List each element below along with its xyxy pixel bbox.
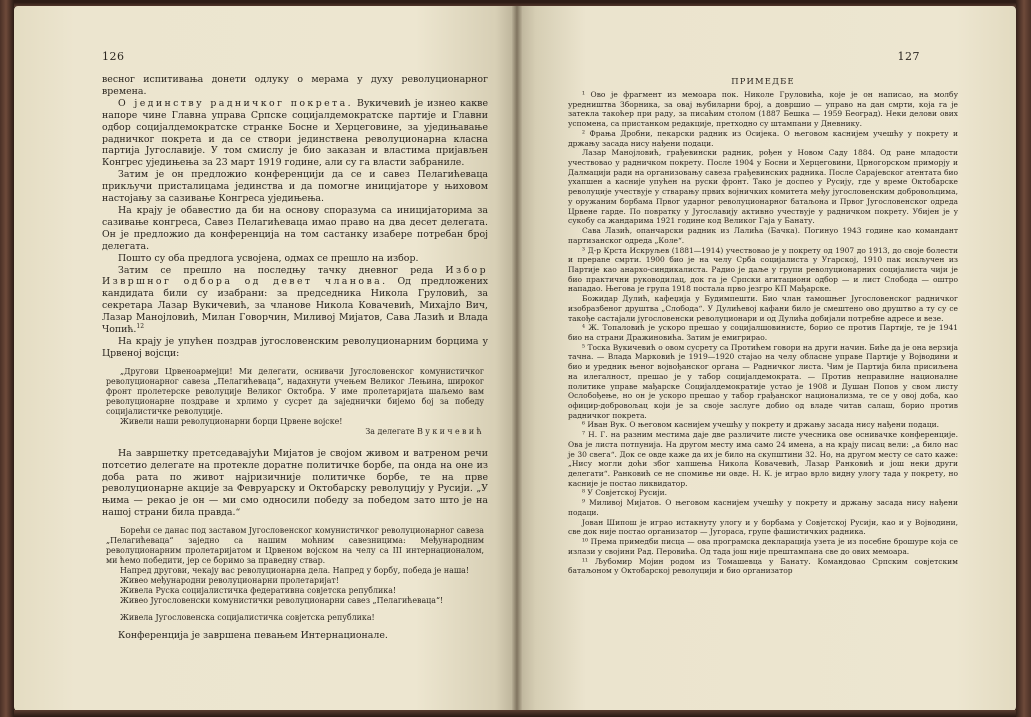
- paragraph: На крају је обавестио да би на основу споразума са иницијаторима за сазивање конгреса, Савез Пелагићеваца имао право на два десет делегата. Он је предложио да конференција на том састанку изабере потребан број делегата.: [102, 204, 488, 252]
- paragraph: О јединству радничког покрета. Вукичевић је изнео какве напоре чине Главна управа Српске социјалдемократске партије и Главни одбор социјалдемократске странке Босне и Херцеговине, за уједињавање радничког покрета и да се створи јединствена револуционарна класна партија Југославије. У том смислу је био заказан и властима пријављен Конгрес уједињења за 23 март 1919 године, али су га власти забраниле.: [102, 97, 488, 169]
- notes-section: [568, 76, 958, 576]
- section-heading: О јединству радничког покрета.: [118, 97, 353, 109]
- note: ⁸ У Совјетској Русији.: [582, 488, 668, 498]
- page-number: 126: [102, 50, 125, 63]
- page-number: 127: [897, 50, 920, 63]
- note: ⁵ Тоска Вукичевић о овом сусрету са Протићем говори на други начин. Биће да је она верзија тачна. — Влада Марковић је 1919—1920 стајао на челу обласне управе Партије у Војводини и био и уредник њеног војвођанског органа — Радничког листа. Чим је Партија била присиљена на илегалност, прешао је у табор социјалдемократа. — Против неправилне националне политике управе мађарске Социјалдемократије устао је 1908 и Душан Попов у свом листу Ослобођење, но он је ускоро прешао у табор грађанског национализма, те се у овој доба, као официр-добровољац који је за своје заслуге добио од владе читав салаш, борио против радничког покрета.: [568, 342, 958, 420]
- left-page: [14, 6, 516, 711]
- slogan: Живели наши револуционарни борци Црвене војске!: [120, 416, 343, 426]
- closing-line: Конференција је завршена певањем Интернационале.: [118, 630, 388, 642]
- note: Јован Шипош је играо истакнуту улогу и у борбама у Совјетској Русији, као и у Војводини, све док није постао организатор — Југораса, групе фашистичких радника.: [568, 517, 958, 537]
- left-page-body: [102, 74, 488, 642]
- right-page: [516, 6, 1016, 711]
- paragraph: Затим се прешло на последњу тачку дневног реда Избор Извршног одбора од девет чланова. Од предложених кандидата били су изабрани: за председника Никола Груловић, за секретара Лазар Вукичевић, за чланове Никола Ковачевић, Михајло Вич, Лазар Манојловић, Милан Говорчин, Миливој Мијатов, Сава Лазић и Влада Чопић.$^{12}$: [102, 264, 488, 336]
- paragraph: весног испитивања донети одлуку о мерама у духу револуционарног времена.: [102, 74, 488, 97]
- slogan: Живела Руска социјалистичка федеративна совјетска република!: [120, 586, 397, 596]
- note: Лазар Манојловић, грађевински радник, рођен у Новом Саду 1884. Од ране младости учествовао у радничком покрету. После 1904 у Босни и Херцеговини, Црногорском приморју и Далмацији ради на организовању савеза грађевинских радника. После Сарајевског атентата био ухапшен а касније упућен на руски фронт. Тако је доспео у Русију, где у време Октобарске револуције учествује у стварању првих војничких комитета међу југословенским добровољцима, у оружаним борбама Првог ударног револуционарног батаљона и Првог Југословенског одреда Црвене гарде. По повратку у Југославију активно учествује у радничком покрету. Убијен је у сукобу са жандарима 1921 године код Великог Гаја у Банату.: [568, 148, 958, 226]
- slogan: Напред другови, чекају вас револуционарна дела. Напред у борбу, победа је наша!: [120, 566, 470, 576]
- paragraph: Затим је он предложио конференцији да се и савез Пелагићевaца прикључи присталицама јединства и да помогне иницијаторе у њиховом настојању за сазивање Конгреса уједињења.: [102, 169, 488, 205]
- agenda-item: Избор Извршног одбора од девет чланова.: [102, 264, 488, 288]
- note: ⁶ Иван Вук. О његовом каснијем учешћу у покрету и држању засада нису нађени подаци.: [582, 420, 940, 430]
- greeting-quote: „Другови Црвеноармејци! Ми делегати, оснивачи Југословенског комунистичког револуционарног савеза „Пелагићевaца“, надахнути учењем Великог Лењина, широког фронт пролетерске револуције Великог Октобра. У име пролетаријата шаљемо вам револуционарне поздраве и хрлимо у сусрет да заједнички бијемо бој за победу социјалистичке револуције.: [106, 366, 484, 416]
- note: ³ Д-р Крста Искруљев (1881—1914) учествовао је у покрету од 1907 до 1913, до своје болести и прерane смрти. 1900 био је на челу Срба социјалиста у Угарској, 1910 пак искључен из Партије као анархо-синдикалиста. Радио је даље у групи револуционарних социјалиста чији је био практични руководилац, док га је Српски агитациони одбор — и лист Слобода — оштро нападао. Његова је група 1918 постала прво језгро КП Мађарске.: [568, 245, 958, 294]
- note: Божидар Дулић, кафеџија у Будимпешти. Био члан тамошњег Југословенског радничког изобразбеног друштва „Слобода“. У Дулићевој кафани било је смештено ово друштво а ту су се такође састајали југословенски револуционари и од Дулића добијали потребне адресе и везе.: [568, 294, 958, 323]
- book-gutter: [512, 6, 522, 711]
- note: ¹¹ Љубомир Мојин родом из Томашевца у Банату. Командовао Српским совјетским батаљоном у Октобарској револуцији и био организатор: [568, 556, 958, 576]
- note: ⁴ Ж. Топаловић је ускоро прешао у социјалшовинисте, борио се против Партије, те је 1941 био на страни Дражиновића. Затим је емигрирао.: [568, 323, 958, 342]
- paragraph: Пошто су оба предлога усвојена, одмах се прешло на избор.: [118, 252, 419, 264]
- declaration-quote: Борећи се данас под заставом Југословенског комунистичког револуционарног савеза „Пелагићевaца“ заједно са нашим моћним савезницима: Међународним револуционарним пролетаријатом и Црвеном војском на челу са III интернационалом, ми ћемо победити, јер се боримо за праведну ствар.: [106, 526, 484, 566]
- footnote-mark: 12: [136, 322, 145, 330]
- slogan: Живела Југословенска социјалистичка совјетска република!: [120, 613, 375, 623]
- note: ¹⁰ Према примедби писца — ова програмска декларација узета је из посебне брошуре која се излази у својини Рад. Перовића. Од тада још није прештампана све до ових мемоара.: [568, 537, 958, 556]
- slogan: Живео међународни револуционарни пролетаријат!: [120, 576, 340, 586]
- signature: За делегате Вукичевић: [365, 426, 484, 436]
- note: ⁹ Миливој Мијатов. О његовом каснијем учешћу у покрету и држању засада нису нађени подаци.: [568, 498, 958, 517]
- slogan: Живео Југословенски комунистички револуционарни савез „Пелагићевaца“!: [120, 596, 444, 606]
- paragraph: На завршетку претседавајући Мијатов је својом живом и ватреном речи потсетио делегате на протекле доратне политичке борбе, па онда на оне из доба рата по живот најризичније политичке борбе, те на прве револуционарне акције за Февруарску и Октобарску револуцију у Русији. „У њима — рекао је он — ми смо односили победу за победом зато што је на нашој страни била правда.“: [102, 447, 488, 519]
- note: Сава Лазић, опанчарски радник из Лалића (Бачка). Погинуо 1943 године као командант партизанског одреда „Коле“.: [568, 226, 958, 245]
- note: ⁷ Н. Г. на разним местима даје две различите листе учесника ове оснивачке конференције. Ова је листа потпунија. На другом месту има само 24 имена, а на крају писац вели: „а било нас је 30 свега“. Док се овде каже да их је било на скупштини 32. Но, на другом месту се сато каже: „Нису могли доћи због хапшења Никола Ковачевић, Лазар Ранковић и још неки други делегати“. Ранковић се не спомиње ни овде. Н. К. је играо врло видну улогу тада у покрету, но касније је постао ликвидатор.: [568, 430, 958, 488]
- paragraph: На крају је упућен поздрав југословенским револуционарним борцима у Црвеној војсци:: [102, 335, 488, 359]
- book-edge-bottom: [14, 710, 1016, 717]
- notes-title: ПРИМЕДБЕ: [731, 76, 795, 86]
- note: ² Фрања Дробни, пекарски радник из Осијека. О његовом каснијем учешћу у покрету и држању засада нису нађени подаци.: [568, 128, 958, 148]
- note: ¹ Ово је фрагмент из мемоара пок. Николе Груловића, које је он написао, на молбу уредништва Зборника, за овај њубиларни број, а довршио — управо на дан смрти, која га је затекла такоћер при раду, за писаћим столом (1887 Бешка — 1959 Београд). Неки делови ових успомена, са пристанком редакције, претходно су штампани у Дневнику.: [568, 90, 958, 129]
